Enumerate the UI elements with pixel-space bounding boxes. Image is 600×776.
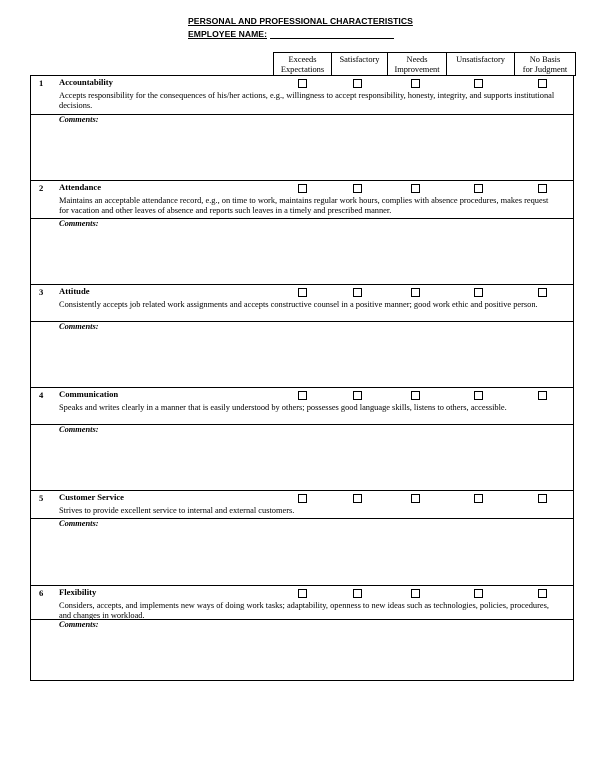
checkbox-needs-improvement[interactable]: [411, 589, 420, 598]
rating-header-line: Unsatisfactory: [456, 55, 505, 64]
checkbox-unsatisfactory[interactable]: [474, 288, 483, 297]
section-title: Customer Service: [59, 492, 124, 502]
section-number: 5: [39, 493, 44, 503]
comments-label: Comments:: [59, 620, 99, 629]
section-description: Consistently accepts job related work assignments and accepts constructive counsel in a positive manner; good work ethic and positive person.: [59, 300, 538, 309]
comments-label: Comments:: [59, 115, 99, 124]
section-attitude: [31, 284, 573, 387]
checkbox-no-basis[interactable]: [538, 391, 547, 400]
employee-name-label: EMPLOYEE NAME:: [188, 29, 268, 39]
checkbox-satisfactory[interactable]: [353, 391, 362, 400]
checkbox-unsatisfactory[interactable]: [474, 391, 483, 400]
rating-header-line: Satisfactory: [339, 55, 380, 64]
rating-header-line: Needs: [406, 55, 428, 64]
checkbox-exceeds[interactable]: [298, 589, 307, 598]
checkbox-satisfactory[interactable]: [353, 589, 362, 598]
checkbox-needs-improvement[interactable]: [411, 184, 420, 193]
rating-header: [273, 52, 576, 76]
checkbox-no-basis[interactable]: [538, 589, 547, 598]
checkbox-exceeds[interactable]: [298, 79, 307, 88]
comments-box[interactable]: [31, 424, 573, 491]
section-flexibility: [31, 585, 573, 680]
checkbox-exceeds[interactable]: [298, 288, 307, 297]
checkbox-exceeds[interactable]: [298, 494, 307, 503]
checkbox-no-basis[interactable]: [538, 494, 547, 503]
employee-name-field[interactable]: [270, 38, 394, 39]
comments-label: Comments:: [59, 425, 99, 434]
form-title: PERSONAL AND PROFESSIONAL CHARACTERISTICS: [188, 16, 413, 26]
section-customer-service: [31, 490, 573, 585]
section-number: 2: [39, 183, 44, 193]
rating-header-line: Expectations: [280, 65, 325, 74]
rating-header-exceeds: [274, 53, 331, 75]
comments-label: Comments:: [59, 219, 99, 228]
section-number: 1: [39, 78, 44, 88]
checkbox-no-basis[interactable]: [538, 184, 547, 193]
rating-header-line: Improvement: [394, 65, 440, 74]
rating-header-unsatisfactory: [446, 53, 514, 75]
checkbox-exceeds[interactable]: [298, 184, 307, 193]
checkbox-needs-improvement[interactable]: [411, 391, 420, 400]
section-description: Speaks and writes clearly in a manner that is easily understood by others; possesses good language skills, listens to others, accessible.: [59, 403, 507, 412]
section-number: 3: [39, 287, 44, 297]
section-accountability: [31, 76, 573, 180]
section-description: Accepts responsibility for the consequences of his/her actions, e.g., willingness to accept responsibility, honesty, integrity, and supports institutional decisions.: [59, 91, 555, 110]
section-communication: [31, 387, 573, 490]
comments-box[interactable]: [31, 321, 573, 388]
checkbox-satisfactory[interactable]: [353, 79, 362, 88]
checkbox-unsatisfactory[interactable]: [474, 494, 483, 503]
checkbox-exceeds[interactable]: [298, 391, 307, 400]
checkbox-unsatisfactory[interactable]: [474, 184, 483, 193]
section-description: Maintains an acceptable attendance record, e.g., on time to work, maintains regular work hours, complies with absence procedures, makes request for vacation and other leaves of absence and reports such leaves in a timely and prescribed manner.: [59, 196, 549, 215]
checkbox-needs-improvement[interactable]: [411, 79, 420, 88]
section-description: Considers, accepts, and implements new ways of doing work tasks; adaptability, openness to new ideas such as technologies, policies, procedures, and changes in workload.: [59, 601, 549, 620]
section-number: 4: [39, 390, 44, 400]
checkbox-unsatisfactory[interactable]: [474, 79, 483, 88]
rating-header-line: Exceeds: [288, 55, 317, 64]
checkbox-unsatisfactory[interactable]: [474, 589, 483, 598]
checkbox-satisfactory[interactable]: [353, 288, 362, 297]
comments-box[interactable]: [31, 518, 573, 586]
checkbox-no-basis[interactable]: [538, 288, 547, 297]
rating-header-no-basis: [514, 53, 575, 75]
section-title: Accountability: [59, 77, 113, 87]
rating-header-satisfactory: [331, 53, 387, 75]
rating-header-line: No Basis: [529, 55, 561, 64]
checkbox-satisfactory[interactable]: [353, 184, 362, 193]
comments-box[interactable]: [31, 114, 573, 180]
section-description: Strives to provide excellent service to internal and external customers.: [59, 506, 295, 515]
section-title: Attendance: [59, 182, 102, 192]
section-title: Attitude: [59, 286, 90, 296]
section-title: Flexibility: [59, 587, 97, 597]
checkbox-needs-improvement[interactable]: [411, 288, 420, 297]
comments-label: Comments:: [59, 322, 99, 331]
comments-box[interactable]: [31, 619, 573, 681]
rating-header-line: for Judgment: [522, 65, 568, 74]
checkbox-no-basis[interactable]: [538, 79, 547, 88]
comments-box[interactable]: [31, 218, 573, 285]
section-title: Communication: [59, 389, 119, 399]
section-number: 6: [39, 588, 44, 598]
checkbox-satisfactory[interactable]: [353, 494, 362, 503]
comments-label: Comments:: [59, 519, 99, 528]
evaluation-table: [30, 75, 574, 681]
section-attendance: [31, 180, 573, 284]
checkbox-needs-improvement[interactable]: [411, 494, 420, 503]
rating-header-needs-improvement: [387, 53, 446, 75]
